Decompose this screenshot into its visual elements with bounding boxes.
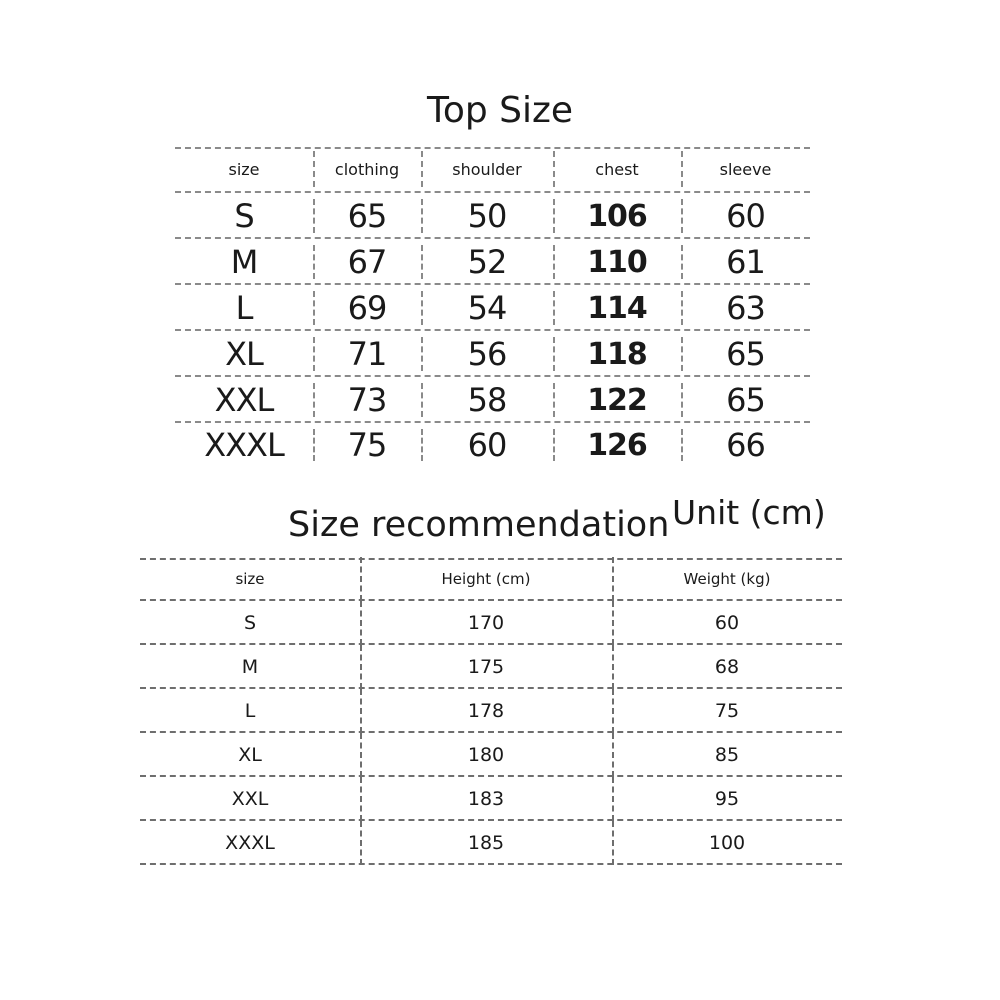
header-size: size xyxy=(228,159,260,179)
table-row xyxy=(140,645,842,689)
height-cell: 185 xyxy=(360,821,612,865)
sleeve-cell: 61 xyxy=(681,239,810,285)
height-cell: 170 xyxy=(360,601,612,645)
clothing-cell: 71 xyxy=(313,331,421,377)
size-cell: S xyxy=(243,612,257,634)
header-clothing: clothing xyxy=(313,145,421,193)
clothing-cell: 65 xyxy=(313,193,421,239)
table-row xyxy=(140,777,842,821)
weight-cell: 85 xyxy=(612,733,842,777)
size-cell: S xyxy=(234,197,254,235)
header-chest: chest xyxy=(553,145,681,193)
shoulder-cell: 54 xyxy=(421,285,553,331)
weight-cell: 68 xyxy=(612,645,842,689)
sleeve-cell: 60 xyxy=(681,193,810,239)
unit-label: Unit (cm) xyxy=(672,493,826,532)
height-cell: 178 xyxy=(360,689,612,733)
weight-cell: 75 xyxy=(612,689,842,733)
size-recommendation-table xyxy=(140,557,842,865)
shoulder-cell: 50 xyxy=(421,193,553,239)
chest-cell: 118 xyxy=(553,331,681,377)
size-cell: M xyxy=(241,656,259,678)
top-size-table xyxy=(175,145,810,467)
height-cell: 180 xyxy=(360,733,612,777)
weight-cell: 95 xyxy=(612,777,842,821)
clothing-cell: 67 xyxy=(313,239,421,285)
size-cell: XXXL xyxy=(225,832,275,854)
header-size: size xyxy=(235,570,265,588)
size-cell: XXL xyxy=(231,788,269,810)
chest-cell: 122 xyxy=(553,377,681,423)
sleeve-cell: 66 xyxy=(681,423,810,467)
table-row xyxy=(175,193,810,239)
header-height: Height (cm) xyxy=(360,557,612,601)
header-shoulder: shoulder xyxy=(421,145,553,193)
table-row xyxy=(175,423,810,467)
chest-cell: 110 xyxy=(553,239,681,285)
weight-cell: 100 xyxy=(612,821,842,865)
shoulder-cell: 52 xyxy=(421,239,553,285)
chest-cell: 126 xyxy=(553,423,681,467)
size-cell: XL xyxy=(225,335,263,373)
top-size-title: Top Size xyxy=(426,90,574,131)
shoulder-cell: 60 xyxy=(421,423,553,467)
size-cell: XXL xyxy=(214,381,274,419)
shoulder-cell: 58 xyxy=(421,377,553,423)
clothing-cell: 75 xyxy=(313,423,421,467)
chest-cell: 106 xyxy=(553,193,681,239)
header-weight: Weight (kg) xyxy=(612,557,842,601)
clothing-cell: 69 xyxy=(313,285,421,331)
shoulder-cell: 56 xyxy=(421,331,553,377)
recommendation-header-row xyxy=(140,557,842,601)
height-cell: 183 xyxy=(360,777,612,821)
size-cell: M xyxy=(230,243,258,281)
size-cell: XL xyxy=(238,744,262,766)
table-row xyxy=(140,733,842,777)
table-row xyxy=(175,285,810,331)
size-recommendation-title: Size recommendation xyxy=(288,505,670,545)
size-cell: XXXL xyxy=(204,426,284,464)
header-sleeve: sleeve xyxy=(681,145,810,193)
height-cell: 175 xyxy=(360,645,612,689)
weight-cell: 60 xyxy=(612,601,842,645)
clothing-cell: 73 xyxy=(313,377,421,423)
sleeve-cell: 65 xyxy=(681,331,810,377)
sleeve-cell: 63 xyxy=(681,285,810,331)
table-row xyxy=(175,239,810,285)
table-row xyxy=(140,689,842,733)
table-row xyxy=(175,377,810,423)
table-row xyxy=(140,601,842,645)
table-row xyxy=(175,331,810,377)
size-cell: L xyxy=(244,700,256,722)
table-row xyxy=(140,821,842,865)
chest-cell: 114 xyxy=(553,285,681,331)
sleeve-cell: 65 xyxy=(681,377,810,423)
size-cell: L xyxy=(235,289,253,327)
top-size-header-row xyxy=(175,145,810,193)
